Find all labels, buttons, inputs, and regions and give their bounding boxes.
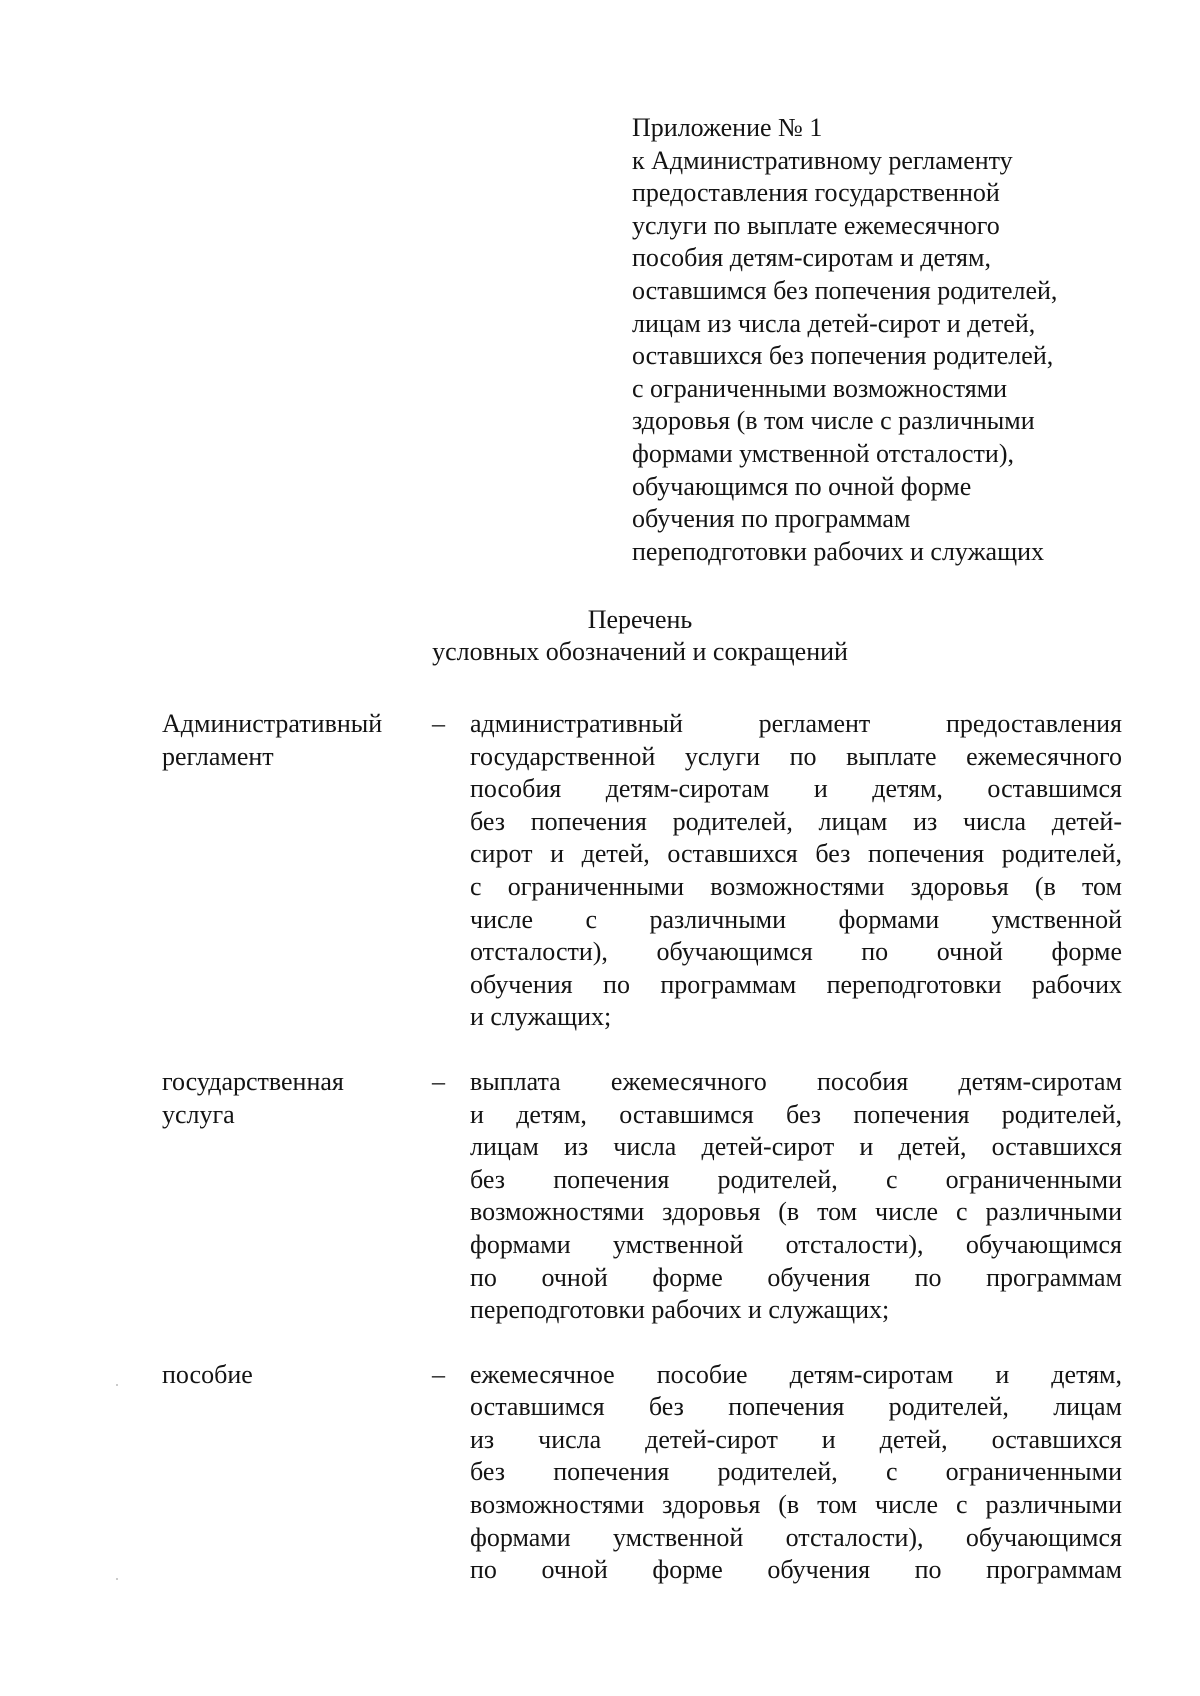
appendix-line: с ограниченными возможностями (632, 373, 1008, 403)
definition-line: по очной форме обучения по программам (470, 1262, 1122, 1292)
definition-item (162, 708, 1122, 1034)
definition-term (162, 708, 422, 773)
definition-line: оставшимся без попечения родителей, лицам (470, 1392, 1122, 1422)
appendix-line: оставшихся без попечения родителей, (632, 341, 1054, 371)
term-line: пособие (162, 1359, 253, 1389)
definition-dash: – (432, 1359, 445, 1389)
appendix-line: обучения по программам (632, 504, 911, 534)
definition-line: отсталости), обучающимся по очной форме (470, 937, 1122, 967)
appendix-line: пособия детям-сиротам и детям, (632, 243, 991, 273)
appendix-line: обучающимся по очной форме (632, 471, 972, 501)
definition-item (162, 1066, 1122, 1327)
definition-line: и детям, оставшимся без попечения родителей, (470, 1099, 1122, 1129)
definitions-list (162, 708, 1122, 1619)
definition-line: выплата ежемесячного пособия детям-сиротам (470, 1066, 1122, 1096)
scan-speck (116, 1578, 118, 1580)
definition-line: по очной форме обучения по программам (470, 1555, 1122, 1585)
definition-line: возможностями здоровья (в том числе с различными (470, 1490, 1122, 1520)
title-line-2: условных обозначений и сокращений (432, 637, 848, 666)
definition-line: переподготовки рабочих и служащих; (470, 1295, 890, 1325)
definition-line: административный регламент предоставления (470, 709, 1122, 738)
definition-text (470, 708, 1122, 1034)
definition-dash: – (432, 1066, 445, 1096)
definition-line: из числа детей-сирот и детей, оставшихся (470, 1424, 1122, 1454)
definition-term (162, 1359, 422, 1392)
document-title (160, 604, 1120, 668)
term-line: Административный (162, 709, 383, 738)
definition-dash: – (432, 709, 445, 738)
definition-line: пособия детям-сиротам и детям, оставшимся (470, 774, 1122, 804)
appendix-line: к Административному регламенту (632, 145, 1013, 175)
definition-text (470, 1066, 1122, 1327)
appendix-line: услуги по выплате ежемесячного (632, 210, 1000, 240)
appendix-header (632, 112, 1152, 568)
definition-item (162, 1359, 1122, 1587)
definition-line: формами умственной отсталости), обучающимся (470, 1522, 1122, 1552)
definition-line: обучения по программам переподготовки рабочих (470, 969, 1122, 999)
definition-line: государственной услуги по выплате ежемесячного (470, 741, 1122, 771)
definition-line: с ограниченными возможностями здоровья (в том (470, 871, 1122, 901)
scan-speck (116, 1384, 118, 1386)
definition-line: без попечения родителей, лицам из числа детей- (470, 806, 1122, 836)
definition-line: и служащих; (470, 1002, 612, 1032)
appendix-line: формами умственной отсталости), (632, 438, 1014, 468)
definition-line: формами умственной отсталости), обучающимся (470, 1229, 1122, 1259)
definition-term (162, 1066, 422, 1131)
appendix-line: лицам из числа детей-сирот и детей, (632, 308, 1036, 338)
definition-line: возможностями здоровья (в том числе с различными (470, 1197, 1122, 1227)
appendix-line: переподготовки рабочих и служащих (632, 536, 1045, 566)
appendix-line: оставшимся без попечения родителей, (632, 275, 1058, 305)
appendix-line: Приложение № 1 (632, 113, 823, 142)
appendix-line: предоставления государственной (632, 178, 1000, 208)
definition-line: без попечения родителей, с ограниченными (470, 1164, 1122, 1194)
term-line: услуга (162, 1099, 235, 1129)
definition-line: лицам из числа детей-сирот и детей, оставшихся (470, 1132, 1122, 1162)
term-line: регламент (162, 741, 274, 771)
definition-line: без попечения родителей, с ограниченными (470, 1457, 1122, 1487)
appendix-line: здоровья (в том числе с различными (632, 406, 1035, 436)
definition-line: ежемесячное пособие детям-сиротам и детям, (470, 1359, 1122, 1389)
title-line-1: Перечень (587, 605, 693, 634)
definition-line: числе с различными формами умственной (470, 904, 1122, 934)
definition-line: сирот и детей, оставшихся без попечения родителей, (470, 839, 1122, 869)
definition-text (470, 1359, 1122, 1587)
term-line: государственная (162, 1066, 344, 1096)
